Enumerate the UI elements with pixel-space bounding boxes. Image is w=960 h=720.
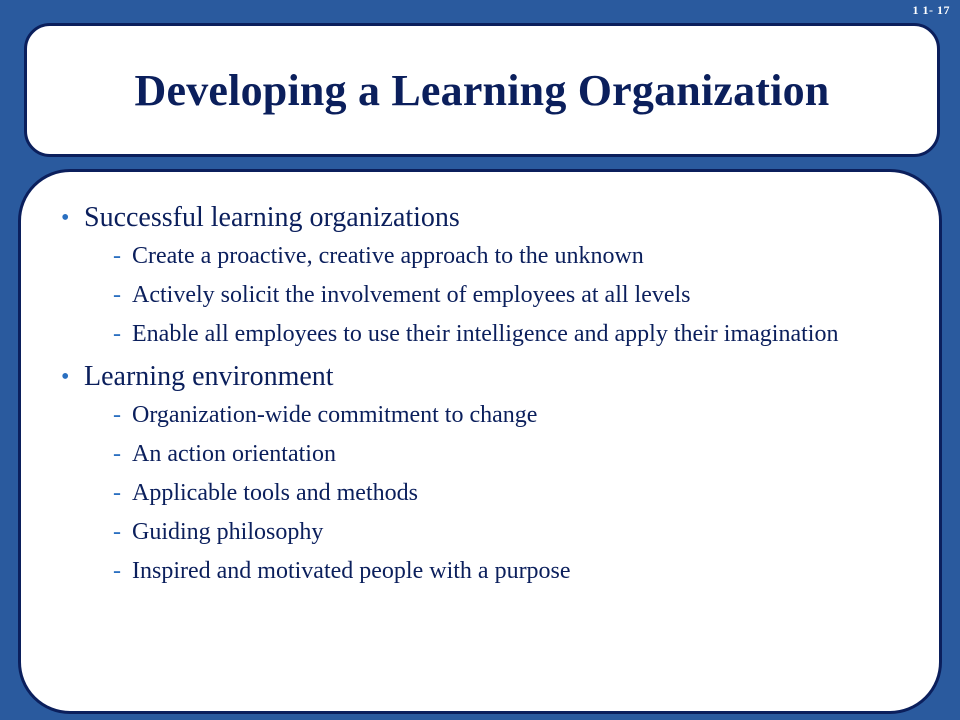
- sub-text: Organization-wide commitment to change: [132, 402, 538, 428]
- title-panel: [24, 23, 940, 157]
- sub-item: [84, 440, 909, 468]
- sub-text: Guiding philosophy: [132, 519, 324, 545]
- sub-marker: -: [113, 519, 121, 545]
- sub-item: [84, 320, 909, 348]
- bullet-list: [61, 200, 909, 596]
- sub-list: [84, 401, 909, 585]
- sub-marker: -: [113, 282, 121, 308]
- sub-marker: -: [113, 402, 121, 428]
- sub-marker: -: [113, 243, 121, 269]
- sub-text: Actively solicit the involvement of employees at all levels: [132, 282, 691, 308]
- bullet-item: [61, 359, 909, 585]
- sub-marker: -: [113, 558, 121, 584]
- sub-text: Enable all employees to use their intelligence and apply their imagination: [132, 321, 839, 347]
- sub-text: Create a proactive, creative approach to the unknown: [132, 243, 644, 269]
- slide-number: 1 1- 17: [912, 3, 950, 17]
- sub-list: [84, 242, 909, 348]
- content-panel: [18, 169, 942, 714]
- sub-marker: -: [113, 441, 121, 467]
- bullet-marker: •: [61, 364, 70, 390]
- slide-title: Developing a Learning Organization: [134, 65, 830, 115]
- sub-item: [84, 479, 909, 507]
- sub-item: [84, 401, 909, 429]
- sub-marker: -: [113, 321, 121, 347]
- sub-text: Applicable tools and methods: [132, 480, 418, 506]
- bullet-text: Learning environment: [84, 361, 334, 392]
- bullet-marker: •: [61, 205, 70, 231]
- bullet-item: [61, 200, 909, 348]
- sub-item: [84, 242, 909, 270]
- sub-text: An action orientation: [132, 441, 336, 467]
- sub-item: [84, 281, 909, 309]
- sub-text: Inspired and motivated people with a purpose: [132, 558, 571, 584]
- sub-marker: -: [113, 480, 121, 506]
- sub-item: [84, 518, 909, 546]
- bullet-text: Successful learning organizations: [84, 202, 460, 233]
- sub-item: [84, 557, 909, 585]
